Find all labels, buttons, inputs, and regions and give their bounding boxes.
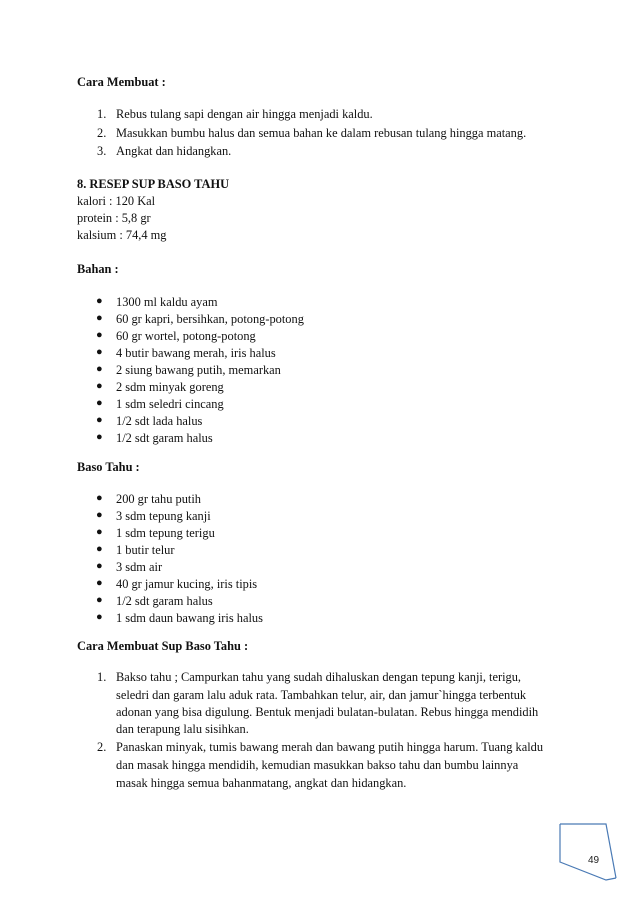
item-text: 1 sdm daun bawang iris halus [116,611,263,625]
nutrition-protein: protein : 5,8 gr [77,211,151,225]
bullet-icon: ● [96,492,103,504]
item-text: 1/2 sdt lada halus [116,414,203,428]
item-number: 2. [97,740,107,754]
item-text-line: masak hingga semua bahanmatang, angkat dan hidangkan. [116,776,407,790]
bullet-icon: ● [96,329,103,341]
item-text: 2 siung bawang putih, memarkan [116,363,281,377]
item-text-line: Bakso tahu ; Campurkan tahu yang sudah dihaluskan dengan tepung kanji, terigu, [116,670,522,684]
badge-outline-top [560,824,616,878]
bullet-icon: ● [96,526,103,538]
item-text-line: Panaskan minyak, tumis bawang merah dan bawang putih hingga harum. Tuang kaldu [116,740,544,754]
bullet-icon: ● [96,611,103,623]
item-text-line: dan terapung lalu sisihkan. [116,722,249,736]
bullet-icon: ● [96,431,103,443]
item-text: 40 gr jamur kucing, iris tipis [116,577,258,591]
item-number: 1. [97,107,107,121]
item-number: 2. [97,126,107,140]
item-text: 1/2 sdt garam halus [116,431,213,445]
item-text: 1 butir telur [116,543,175,557]
item-text: 4 butir bawang merah, iris halus [116,346,276,360]
bullet-icon: ● [96,594,103,606]
bullet-icon: ● [96,509,103,521]
section-heading: Cara Membuat Sup Baso Tahu : [77,639,249,653]
item-text: 60 gr wortel, potong-potong [116,329,256,343]
bullet-icon: ● [96,577,103,589]
nutrition-calcium: kalsium : 74,4 mg [77,228,167,242]
item-text: Angkat dan hidangkan. [116,144,232,158]
item-number: 1. [97,670,107,684]
bullet-icon: ● [96,295,103,307]
item-text-line: seledri dan garam lalu aduk rata. Tambahkan telur, air, dan jamur`hingga terbentuk [116,688,527,702]
item-text: Rebus tulang sapi dengan air hingga menjadi kaldu. [116,107,373,121]
bullet-icon: ● [96,560,103,572]
item-text: 1 sdm tepung terigu [116,526,215,540]
item-text: 1300 ml kaldu ayam [116,295,218,309]
recipe-title: 8. RESEP SUP BASO TAHU [77,177,230,191]
item-text-line: dan masak hingga mendidih, kemudian masukkan bakso tahu dan bumbu lainnya [116,758,519,772]
bullet-icon: ● [96,346,103,358]
bullet-icon: ● [96,363,103,375]
item-text: Masukkan bumbu halus dan semua bahan ke dalam rebusan tulang hingga matang. [116,126,527,140]
item-text: 3 sdm air [116,560,163,574]
item-text: 1/2 sdt garam halus [116,594,213,608]
bullet-icon: ● [96,380,103,392]
item-text: 2 sdm minyak goreng [116,380,224,394]
page-number: 49 [588,855,600,866]
section-heading: Baso Tahu : [77,460,140,474]
item-text: 60 gr kapri, bersihkan, potong-potong [116,312,304,326]
item-text: 3 sdm tepung kanji [116,509,211,523]
bullet-icon: ● [96,414,103,426]
item-number: 3. [97,144,107,158]
section-heading: Cara Membuat : [77,75,166,89]
item-text: 1 sdm seledri cincang [116,397,224,411]
section-heading: Bahan : [77,262,119,276]
bullet-icon: ● [96,312,103,324]
page-badge-icon [558,822,618,882]
nutrition-calories: kalori : 120 Kal [77,194,156,208]
item-text-line: adonan yang bisa digulung. Bentuk menjadi bulatan-bulatan. Rebus hingga mendidih [116,705,539,719]
bullet-icon: ● [96,397,103,409]
bullet-icon: ● [96,543,103,555]
item-text: 200 gr tahu putih [116,492,202,506]
